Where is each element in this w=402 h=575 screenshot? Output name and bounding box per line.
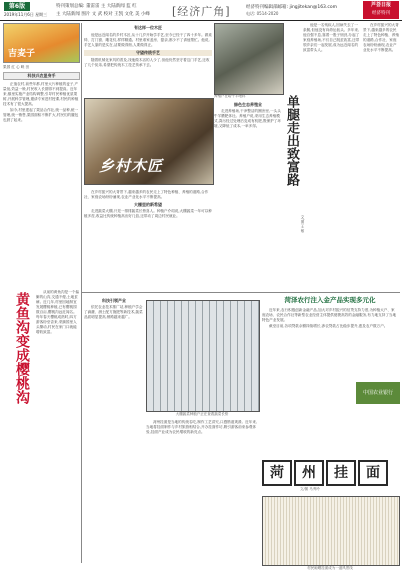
greenhouse-intro	[84, 190, 212, 280]
masthead	[0, 0, 402, 21]
logo-title: 芦荟日报	[370, 2, 391, 8]
title-char-box	[262, 460, 292, 486]
section-rule	[82, 292, 400, 293]
subhead-tradition: 守望传统手艺	[84, 50, 212, 56]
paragraph: 走进养殖场,干净整洁的圈舍里,一头头牛羊膘肥体壮。养殖户说,采用生态养殖模式,粪污经过处理后变成有机肥,既保护了环境,又降低了成本,一举多得。	[214, 109, 281, 128]
title-char: 面	[366, 465, 380, 481]
page-number: 第6版	[4, 2, 30, 11]
article-body	[3, 82, 80, 123]
paragraph: 如今,村里建起了果品合作社,统一品种,统一管理,统一销售,果园面积不断扩大,村民们的腰包也鼓了起来。	[3, 108, 79, 122]
cherry-article	[36, 290, 80, 560]
paragraph: 正值农村,前些年都,村里大片种植的麦子,产量低,效益一般,村民收入长期得不到提高。近年来,镇里实施产业结构调整,引导村民种植优质果树,开展科学管理,邀请专家进村授课,村民的种植技术有了很大提高。	[3, 82, 79, 106]
paragraph: 在乡村振兴的大背景下,越来越多的农民走上了特色种植、养殖的道路,合作社、家庭农场纷纷涌现,农业产业化水平不断提高。	[84, 190, 209, 199]
bank-headline: 菏泽农行注入金产品实现多元化	[284, 296, 376, 304]
right-edge-column	[363, 23, 400, 273]
section-title: [经济广角]	[172, 5, 231, 18]
byline: 文/图 马秀玲	[300, 487, 320, 491]
paragraph: 菏州挂面是当地的传统名吃,制作工艺讲究,口感筋道爽滑。近年来,当地将挂面制作与乡村旅游相结合,开办挂面作坊,吸引游客前来参观体验,挂面产业成为农民增收的新亮点。	[146, 420, 258, 434]
single-leg-article	[303, 23, 361, 263]
greenhouse-photo	[146, 300, 260, 412]
logo-subtitle: 经济特刊	[372, 11, 390, 16]
title-char-box	[294, 460, 324, 486]
editor-line: 特刊策划总编: 董雷雷 主 大陆新闻 监 红	[56, 4, 137, 9]
paragraph: 在乡村振兴的大背景下,越来越多的农民走上了特色种植、养殖的道路,合作社、家庭农场纷纷涌现,农业产业化水平不断提高。	[363, 23, 399, 52]
contact-phone: 电话: 0514-2020	[246, 11, 279, 16]
subhead-tech: 科技兴农显身手	[3, 72, 80, 80]
single-leg-headline: 单腿走出致富路	[284, 95, 299, 186]
title-char: 菏	[270, 465, 284, 481]
paragraph: 从前的黄鱼沟是一个偏僻的山沟,交通不便,土地贫瘠。近几年,村里因地制宜发展樱桃种植,已有樱桃园数百亩,樱桃沟远近闻名。每年春天樱桃成熟时,四方游客纷至沓来,采摘园里人头攒动,村民在家门口就能增收致富。	[36, 290, 79, 334]
issue-date: 2019年11月6日 星期三	[4, 12, 48, 17]
paragraph: 截至目前,各项贷款余额持续增长,涉农贷款占比稳步提升,惠及农户数万户。	[269, 324, 388, 328]
livestock-article	[214, 100, 282, 200]
column-rule	[81, 23, 82, 563]
bank-article	[262, 308, 398, 378]
title-char: 州	[302, 465, 316, 481]
article-body	[84, 33, 212, 48]
title-char: 挂	[334, 465, 348, 481]
banner-title: 吉麦子	[8, 49, 36, 59]
paper-logo	[363, 1, 399, 19]
bank-logo: 中国农业银行	[356, 382, 400, 404]
photo-caption: 大棚蔬菜种植户正在查看蔬菜长势	[175, 412, 229, 416]
paragraph: 他是一名残疾人,因病失去了一条腿,但他没有向命运低头。多年来,他自强不息,靠着一股子韧劲,办起了家庭养殖场,不仅自己脱贫致富,还带领乡亲们一起发展,成为远近闻名的致富带头人。	[303, 23, 360, 52]
photo-caption: 村民晾晒挂面成为一道风景线	[307, 566, 353, 570]
cherry-headline: 黄鱼沟变成樱桃沟	[14, 292, 30, 404]
left-column	[3, 23, 80, 328]
kicker: 有这样一位木匠	[134, 25, 162, 30]
contact-email: 经济特刊编辑部邮箱: jingjitekan@163.com	[246, 5, 337, 10]
byline: 文/图 王 敏	[301, 215, 305, 233]
fruit-photo	[3, 23, 80, 63]
carpenter-headline: 乡村木匠	[99, 157, 164, 175]
carpenter-photo	[84, 98, 214, 185]
subhead-tech-lead: 科技引领产业	[102, 298, 126, 303]
subhead-ecology: 绿色生态养殖业	[234, 102, 262, 107]
livestock-photo	[214, 23, 284, 95]
title-char-box	[358, 460, 388, 486]
paragraph: 近年来,农行积极创新金融产品,加大对乡村振兴的信贷支持力度,为种植大户、家庭农场、农民合作社等新型农业经营主体提供便捷高效的金融服务,有力地支持了当地特色产业发展。	[262, 308, 397, 322]
subhead-greenhouse: 大棚里的新希望	[134, 202, 162, 207]
paragraph: 走进蔬菜大棚,只见一排排蔬菜长势喜人。种植户介绍说,大棚蔬菜一年可以种植多茬,收益比传统种植高出好几倍,还带动了周边村民就业。	[84, 209, 212, 218]
staff-line: 主 大陆新闻 图片 文 武 校对 王凯 文化 美 小峰	[56, 12, 150, 17]
banner-subtitle: 果园 红 心 映 田	[3, 65, 30, 69]
photo-caption: 养殖户在给牛羊喂料	[214, 94, 246, 98]
noodle-photo	[262, 496, 400, 566]
paragraph: 他是远近闻名的乡村木匠,从十几岁开始学手艺,至今已经干了四十多年。做桌椅、打门窗、雕花纹,样样精通。村里谁家盖房、娶亲,都少不了请他帮忙。他说,手艺人靠的是实在,活要做得细,人要做得正。	[84, 33, 212, 47]
greenhouse-tech-article	[84, 296, 144, 561]
title-char-box	[326, 460, 356, 486]
noodle-article	[146, 420, 258, 560]
paragraph: 依托农业技术推广站,种植户学会了滴灌、测土配方施肥等新技术,蔬菜品质明显提高,销路越来越广。	[84, 305, 143, 319]
article-body	[84, 58, 212, 68]
paragraph: 随着机械化家具的普及,找他做木活的人少了,但他仍然坚守着这门手艺,还收了几个徒弟,希望把传统木工技艺传承下去。	[84, 58, 210, 67]
